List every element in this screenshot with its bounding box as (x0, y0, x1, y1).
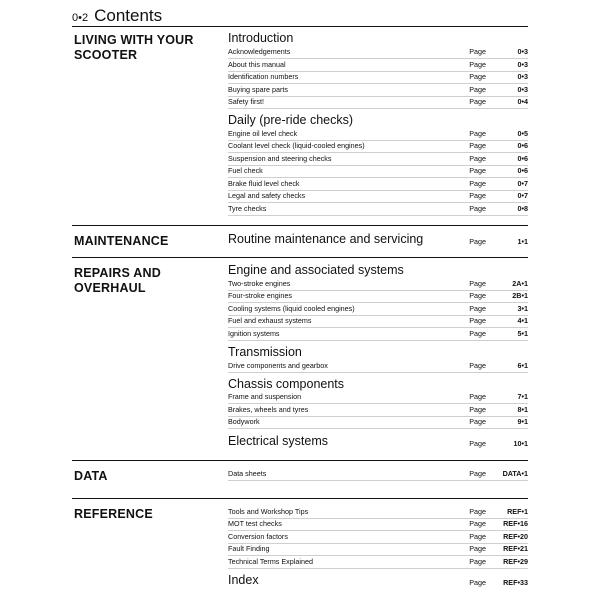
section-rule (72, 498, 528, 499)
toc-entry[interactable]: Identification numbers Page 0•3 (228, 71, 528, 84)
toc-entry[interactable]: Data sheets Page DATA•1 (228, 468, 528, 481)
toc-entry-routine[interactable]: Routine maintenance and servicing Page 1•1 (228, 232, 528, 246)
page-number: 0•2 (72, 12, 89, 24)
page-title: Contents (94, 6, 163, 25)
subheading-transmission: Transmission (228, 345, 302, 359)
toc-entry[interactable]: Brakes, wheels and tyres Page 8•1 (228, 404, 528, 417)
toc-entry[interactable]: Cooling systems (liquid cooled engines) Page 3•1 (228, 303, 528, 316)
toc-entry[interactable]: Ignition systems Page 5•1 (228, 328, 528, 341)
section-rule (72, 257, 528, 258)
toc-entry[interactable]: Fault Finding Page REF•21 (228, 543, 528, 556)
section-title-maintenance: MAINTENANCE (74, 234, 169, 248)
toc-entry[interactable]: Conversion factors Page REF•20 (228, 531, 528, 544)
toc-entry[interactable]: Fuel check Page 0•6 (228, 165, 528, 178)
toc-entry[interactable]: Technical Terms Explained Page REF•29 (228, 556, 528, 569)
toc-entry[interactable]: Coolant level check (liquid-cooled engines) Page 0•6 (228, 140, 528, 153)
toc-entry[interactable]: Two-stroke engines Page 2A•1 (228, 278, 528, 291)
section-rule (72, 460, 528, 461)
section-rule (72, 225, 528, 226)
toc-entry[interactable]: Acknowledgements Page 0•3 (228, 46, 528, 59)
toc-entry[interactable]: Buying spare parts Page 0•3 (228, 84, 528, 97)
toc-entry[interactable]: Frame and suspension Page 7•1 (228, 391, 528, 404)
toc-entry[interactable]: Suspension and steering checks Page 0•6 (228, 153, 528, 166)
section-title-repairs: REPAIRS AND OVERHAUL (74, 266, 161, 295)
toc-entry[interactable]: Tyre checks Page 0•8 (228, 203, 528, 216)
toc-entry-electrical[interactable]: Electrical systems Page 10•1 (228, 434, 528, 448)
toc-entry[interactable]: Safety first! Page 0•4 (228, 96, 528, 109)
toc-entry[interactable]: MOT test checks Page REF•16 (228, 518, 528, 531)
header-rule (72, 26, 528, 27)
toc-entry[interactable]: Drive components and gearbox Page 6•1 (228, 360, 528, 373)
subheading-introduction: Introduction (228, 31, 294, 45)
section-title-living: LIVING WITH YOUR SCOOTER (74, 33, 194, 62)
section-title-reference: REFERENCE (74, 507, 153, 521)
section-title-data: DATA (74, 469, 108, 483)
toc-entry[interactable]: Engine oil level check Page 0•5 (228, 128, 528, 141)
toc-entry[interactable]: About this manual Page 0•3 (228, 59, 528, 72)
toc-entry[interactable]: Legal and safety checks Page 0•7 (228, 190, 528, 203)
subheading-daily: Daily (pre-ride checks) (228, 113, 354, 127)
toc-entry[interactable]: Fuel and exhaust systems Page 4•1 (228, 315, 528, 328)
toc-entry[interactable]: Brake fluid level check Page 0•7 (228, 178, 528, 191)
subheading-chassis: Chassis components (228, 377, 345, 391)
toc-entry[interactable]: Bodywork Page 9•1 (228, 416, 528, 429)
page-header (72, 6, 162, 28)
toc-entry[interactable]: Four-stroke engines Page 2B•1 (228, 290, 528, 303)
subheading-engine: Engine and associated systems (228, 263, 404, 277)
toc-entry[interactable]: Tools and Workshop Tips Page REF•1 (228, 506, 528, 519)
toc-entry-index[interactable]: Index Page REF•33 (228, 573, 528, 587)
